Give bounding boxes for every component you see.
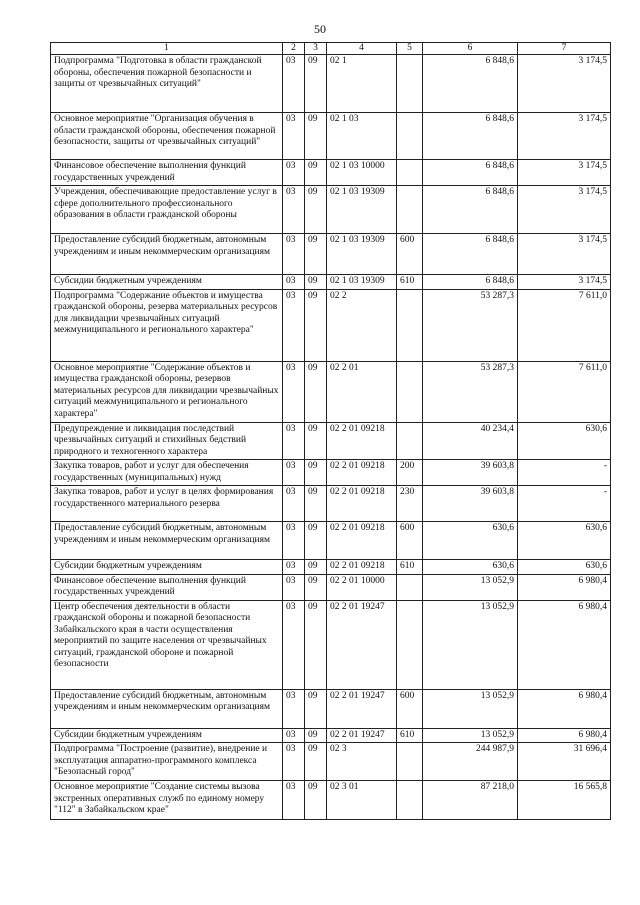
row-name: Закупка товаров, работ и услуг для обеспечения государственных (муниципальных) нужд	[51, 460, 283, 486]
row-amount-col7: 6 980,4	[518, 574, 611, 600]
row-section: 03	[283, 574, 305, 600]
table-row	[51, 422, 611, 460]
row-target-code: 02 3	[327, 743, 397, 781]
row-amount-col7: 3 174,5	[518, 113, 611, 160]
row-target-code: 02 1 03 10000	[327, 160, 397, 186]
table-row	[51, 781, 611, 820]
row-amount-col7: 6 980,4	[518, 728, 611, 743]
row-expense-type: 600	[397, 689, 423, 728]
row-name: Субсидии бюджетным учреждениям	[51, 728, 283, 743]
row-amount-col6: 6 848,6	[423, 234, 518, 275]
row-amount-col7: 3 174,5	[518, 55, 611, 113]
row-section: 03	[283, 460, 305, 486]
row-name: Основное мероприятие "Создание системы вызова экстренных оперативных служб по единому номеру "112" в Забайкальском крае"	[51, 781, 283, 820]
row-amount-col6: 6 848,6	[423, 275, 518, 290]
row-subsection: 09	[305, 560, 327, 575]
row-target-code: 02 2 01 09218	[327, 422, 397, 460]
row-name: Закупка товаров, работ и услуг в целях формирования государственного материального резерва	[51, 486, 283, 522]
row-subsection: 09	[305, 234, 327, 275]
row-amount-col7: 3 174,5	[518, 160, 611, 186]
row-target-code: 02 2 01 09218	[327, 486, 397, 522]
row-subsection: 09	[305, 186, 327, 234]
row-subsection: 09	[305, 689, 327, 728]
row-section: 03	[283, 600, 305, 689]
row-name: Основное мероприятие "Содержание объектов и имущества гражданской обороны, резервов материальных ресурсов для ликвидации чрезвычайных ситуаций межмуниципального и регионального характера"	[51, 361, 283, 422]
row-amount-col6: 53 287,3	[423, 289, 518, 361]
table-row	[51, 560, 611, 575]
row-section: 03	[283, 361, 305, 422]
row-section: 03	[283, 289, 305, 361]
row-subsection: 09	[305, 574, 327, 600]
row-amount-col6: 630,6	[423, 522, 518, 560]
row-expense-type	[397, 422, 423, 460]
row-amount-col7: 6 980,4	[518, 600, 611, 689]
row-amount-col6: 13 052,9	[423, 574, 518, 600]
table-row	[51, 522, 611, 560]
table-row	[51, 743, 611, 781]
row-name: Субсидии бюджетным учреждениям	[51, 560, 283, 575]
row-subsection: 09	[305, 781, 327, 820]
row-section: 03	[283, 160, 305, 186]
row-expense-type	[397, 113, 423, 160]
row-target-code: 02 2 01 09218	[327, 522, 397, 560]
row-target-code: 02 2 01 19247	[327, 728, 397, 743]
row-name: Предоставление субсидий бюджетным, автономным учреждениям и иным некоммерческим организациям	[51, 689, 283, 728]
row-amount-col6: 87 218,0	[423, 781, 518, 820]
row-name: Центр обеспечения деятельности в области гражданской обороны и пожарной безопасности Забайкальского края в части осуществления мероприятий по защите населения от чрезвычайных ситуаций, гражданской обороне и пожарной безопасности	[51, 600, 283, 689]
row-subsection: 09	[305, 275, 327, 290]
table-row	[51, 728, 611, 743]
row-name: Предоставление субсидий бюджетным, автономным учреждениям и иным некоммерческим организациям	[51, 522, 283, 560]
column-header-2: 2	[283, 43, 305, 55]
row-expense-type: 230	[397, 486, 423, 522]
row-name: Основное мероприятие "Организация обучения в области гражданской обороны, обеспечения пожарной безопасности, защиты от чрезвычайных ситуаций"	[51, 113, 283, 160]
row-expense-type	[397, 55, 423, 113]
row-amount-col7: -	[518, 460, 611, 486]
row-amount-col6: 40 234,4	[423, 422, 518, 460]
row-amount-col6: 39 603,8	[423, 460, 518, 486]
table-row	[51, 361, 611, 422]
row-expense-type: 610	[397, 560, 423, 575]
table-row	[51, 486, 611, 522]
row-expense-type	[397, 186, 423, 234]
row-name: Финансовое обеспечение выполнения функций государственных учреждений	[51, 160, 283, 186]
row-amount-col6: 53 287,3	[423, 361, 518, 422]
row-amount-col7: 630,6	[518, 560, 611, 575]
row-name: Финансовое обеспечение выполнения функций государственных учреждений	[51, 574, 283, 600]
row-name: Подпрограмма "Содержание объектов и имущества гражданской обороны, резерва материальных ресурсов для ликвидации чрезвычайных ситуаций межмуниципального и регионального характера"	[51, 289, 283, 361]
row-expense-type	[397, 160, 423, 186]
row-expense-type	[397, 289, 423, 361]
row-expense-type: 200	[397, 460, 423, 486]
row-amount-col7: 6 980,4	[518, 689, 611, 728]
row-amount-col6: 39 603,8	[423, 486, 518, 522]
row-amount-col6: 13 052,9	[423, 600, 518, 689]
row-section: 03	[283, 113, 305, 160]
header-row	[51, 43, 611, 55]
row-subsection: 09	[305, 600, 327, 689]
row-expense-type: 600	[397, 522, 423, 560]
row-expense-type	[397, 743, 423, 781]
row-amount-col6: 6 848,6	[423, 160, 518, 186]
row-section: 03	[283, 689, 305, 728]
table-row	[51, 600, 611, 689]
row-amount-col7: 3 174,5	[518, 186, 611, 234]
row-subsection: 09	[305, 486, 327, 522]
row-target-code: 02 1 03	[327, 113, 397, 160]
row-amount-col6: 13 052,9	[423, 689, 518, 728]
row-subsection: 09	[305, 55, 327, 113]
row-expense-type	[397, 574, 423, 600]
row-amount-col7: 16 565,8	[518, 781, 611, 820]
row-target-code: 02 2 01 19247	[327, 600, 397, 689]
table-row	[51, 275, 611, 290]
row-amount-col7: 7 611,0	[518, 289, 611, 361]
row-expense-type: 600	[397, 234, 423, 275]
row-section: 03	[283, 186, 305, 234]
column-header-4: 4	[327, 43, 397, 55]
row-expense-type: 610	[397, 728, 423, 743]
table-row	[51, 55, 611, 113]
row-subsection: 09	[305, 422, 327, 460]
row-section: 03	[283, 781, 305, 820]
row-subsection: 09	[305, 289, 327, 361]
row-section: 03	[283, 234, 305, 275]
column-header-1: 1	[51, 43, 283, 55]
row-name: Предупреждение и ликвидация последствий чрезвычайных ситуаций и стихийных бедствий природного и техногенного характера	[51, 422, 283, 460]
row-section: 03	[283, 275, 305, 290]
row-amount-col7: 630,6	[518, 422, 611, 460]
row-amount-col7: -	[518, 486, 611, 522]
row-section: 03	[283, 728, 305, 743]
row-expense-type	[397, 781, 423, 820]
row-target-code: 02 3 01	[327, 781, 397, 820]
row-subsection: 09	[305, 361, 327, 422]
row-expense-type	[397, 361, 423, 422]
column-header-3: 3	[305, 43, 327, 55]
row-target-code: 02 1 03 19309	[327, 186, 397, 234]
row-target-code: 02 2 01 19247	[327, 689, 397, 728]
row-subsection: 09	[305, 522, 327, 560]
row-target-code: 02 1 03 19309	[327, 234, 397, 275]
row-amount-col6: 244 987,9	[423, 743, 518, 781]
table-row	[51, 234, 611, 275]
row-amount-col6: 6 848,6	[423, 186, 518, 234]
column-header-6: 6	[423, 43, 518, 55]
row-section: 03	[283, 422, 305, 460]
row-amount-col6: 13 052,9	[423, 728, 518, 743]
row-target-code: 02 1 03 19309	[327, 275, 397, 290]
row-amount-col7: 7 611,0	[518, 361, 611, 422]
table-row	[51, 186, 611, 234]
row-subsection: 09	[305, 743, 327, 781]
row-name: Подпрограмма "Подготовка в области гражданской обороны, обеспечения пожарной безопасности и защиты от чрезвычайных ситуаций"	[51, 55, 283, 113]
row-name: Подпрограмма "Построение (развитие), внедрение и эксплуатация аппаратно-программного комплекса "Безопасный город"	[51, 743, 283, 781]
row-section: 03	[283, 560, 305, 575]
row-expense-type	[397, 600, 423, 689]
row-section: 03	[283, 486, 305, 522]
row-subsection: 09	[305, 460, 327, 486]
row-amount-col6: 6 848,6	[423, 55, 518, 113]
row-amount-col7: 3 174,5	[518, 275, 611, 290]
row-target-code: 02 2 01 09218	[327, 460, 397, 486]
row-target-code: 02 1	[327, 55, 397, 113]
table-row	[51, 574, 611, 600]
row-amount-col7: 31 696,4	[518, 743, 611, 781]
row-amount-col7: 3 174,5	[518, 234, 611, 275]
row-name: Предоставление субсидий бюджетным, автономным учреждениям и иным некоммерческим организациям	[51, 234, 283, 275]
row-subsection: 09	[305, 113, 327, 160]
row-subsection: 09	[305, 160, 327, 186]
row-section: 03	[283, 55, 305, 113]
row-target-code: 02 2 01 10000	[327, 574, 397, 600]
row-name: Субсидии бюджетным учреждениям	[51, 275, 283, 290]
table-row	[51, 160, 611, 186]
row-section: 03	[283, 743, 305, 781]
row-target-code: 02 2 01	[327, 361, 397, 422]
table-row	[51, 460, 611, 486]
table-row	[51, 289, 611, 361]
table-row	[51, 113, 611, 160]
column-header-5: 5	[397, 43, 423, 55]
row-name: Учреждения, обеспечивающие предоставление услуг в сфере дополнительного профессионального образования в области гражданской обороны	[51, 186, 283, 234]
page-number: 50	[314, 22, 326, 36]
row-section: 03	[283, 522, 305, 560]
row-target-code: 02 2	[327, 289, 397, 361]
row-amount-col7: 630,6	[518, 522, 611, 560]
row-target-code: 02 2 01 09218	[327, 560, 397, 575]
row-amount-col6: 6 848,6	[423, 113, 518, 160]
row-amount-col6: 630,6	[423, 560, 518, 575]
row-subsection: 09	[305, 728, 327, 743]
table-row	[51, 689, 611, 728]
row-expense-type: 610	[397, 275, 423, 290]
budget-table	[50, 42, 611, 820]
column-header-7: 7	[518, 43, 611, 55]
